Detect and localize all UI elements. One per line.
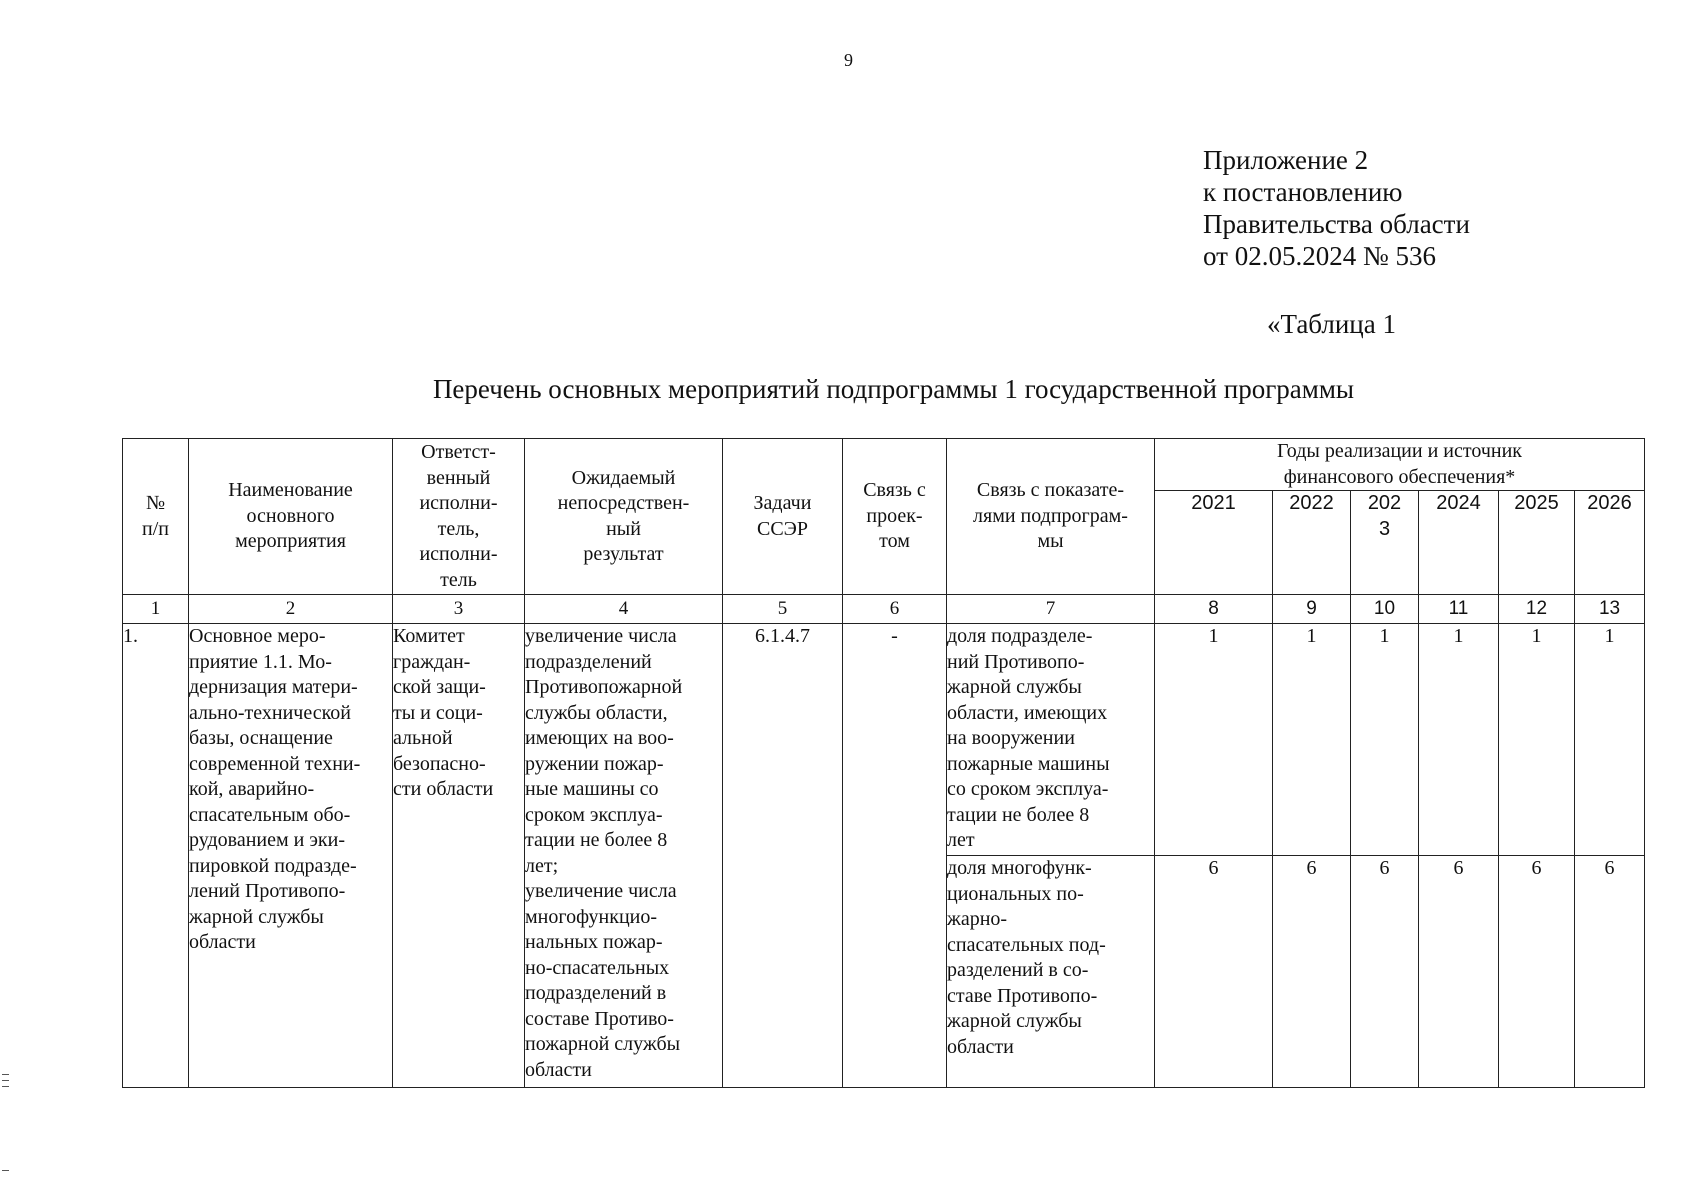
column-number: 5 (723, 595, 843, 624)
indicator-text: доля подразделе- ний Противопо- жарной службы области, имеющих на вооружении пожарные машины со сроком эксплуа- тации не более 8 лет (947, 624, 1155, 856)
responsible-executor: Комитет граждан- ской защи- ты и соци- альной безопасно- сти области (393, 624, 525, 1088)
indicator-value: 6 (1351, 856, 1419, 1088)
column-number: 11 (1419, 595, 1499, 624)
indicator-value: 6 (1419, 856, 1499, 1088)
column-number: 6 (843, 595, 947, 624)
appendix-line: к постановлению (1203, 177, 1403, 207)
measure-name: Основное меро- приятие 1.1. Мо- дернизация матери- ально-технической базы, оснащение современной техни- кой, аварийно- спасательным обо- рудованием и эки- пировкой подразде- лений Противопо- жарной службы области (189, 624, 393, 1088)
column-number: 12 (1499, 595, 1575, 624)
column-number: 10 (1351, 595, 1419, 624)
project-link: - (843, 624, 947, 1088)
header-tasks: Задачи ССЭР (723, 439, 843, 595)
margin-mark (2, 1170, 9, 1171)
header-result: Ожидаемый непосредствен- ный результат (525, 439, 723, 595)
measures-table (122, 438, 1645, 1088)
appendix-block (1203, 144, 1470, 272)
header-year: 2026 (1575, 491, 1645, 595)
indicator-value: 1 (1351, 624, 1419, 856)
margin-mark (2, 1074, 9, 1075)
indicator-value: 1 (1499, 624, 1575, 856)
column-number: 3 (393, 595, 525, 624)
table-label: «Таблица 1 (1267, 309, 1396, 339)
table-row (123, 624, 1645, 856)
row-number: 1. (123, 624, 189, 1088)
page-number: 9 (844, 50, 853, 70)
indicator-value: 6 (1273, 856, 1351, 1088)
header-year: 2021 (1155, 491, 1273, 595)
appendix-line: Правительства области (1203, 209, 1470, 239)
indicator-value: 1 (1575, 624, 1645, 856)
header-years-group: Годы реализации и источник финансового обеспечения* (1155, 439, 1645, 491)
appendix-line: от 02.05.2024 № 536 (1203, 241, 1436, 271)
header-project: Связь с проек- том (843, 439, 947, 595)
header-year: 2022 (1273, 491, 1351, 595)
ssser-tasks: 6.1.4.7 (723, 624, 843, 1088)
column-number: 9 (1273, 595, 1351, 624)
column-number: 1 (123, 595, 189, 624)
header-year: 2025 (1499, 491, 1575, 595)
header-num: № п/п (123, 439, 189, 595)
column-number: 2 (189, 595, 393, 624)
indicator-value: 6 (1499, 856, 1575, 1088)
expected-result: увеличение числа подразделений Противопожарной службы области, имеющих на воо- ружении пожар- ные машины со сроком эксплуа- тации не более 8 лет; увеличение числа многофункцио- нальных пожар- но-спасательных подразделений в составе Противо- пожарной службы области (525, 624, 723, 1088)
header-year: 202 3 (1351, 491, 1419, 595)
appendix-line: Приложение 2 (1203, 145, 1369, 175)
indicator-value: 6 (1155, 856, 1273, 1088)
column-numbers-row (123, 595, 1645, 624)
header-year: 2024 (1419, 491, 1499, 595)
header-executor: Ответст- венный исполни- тель, исполни- тель (393, 439, 525, 595)
indicator-value: 1 (1273, 624, 1351, 856)
column-number: 13 (1575, 595, 1645, 624)
indicator-value: 1 (1155, 624, 1273, 856)
column-number: 4 (525, 595, 723, 624)
margin-mark (2, 1086, 9, 1087)
column-number: 7 (947, 595, 1155, 624)
document-title: Перечень основных мероприятий подпрограммы 1 государственной программы (432, 374, 1355, 404)
indicator-value: 6 (1575, 856, 1645, 1088)
header-indicators: Связь с показате- лями подпрограм- мы (947, 439, 1155, 595)
column-number: 8 (1155, 595, 1273, 624)
header-name: Наименование основного мероприятия (189, 439, 393, 595)
indicator-value: 1 (1419, 624, 1499, 856)
margin-mark (2, 1080, 9, 1081)
indicator-text: доля многофунк- циональных по- жарно- спасательных под- разделений в со- ставе Противопо- жарной службы области (947, 856, 1155, 1088)
